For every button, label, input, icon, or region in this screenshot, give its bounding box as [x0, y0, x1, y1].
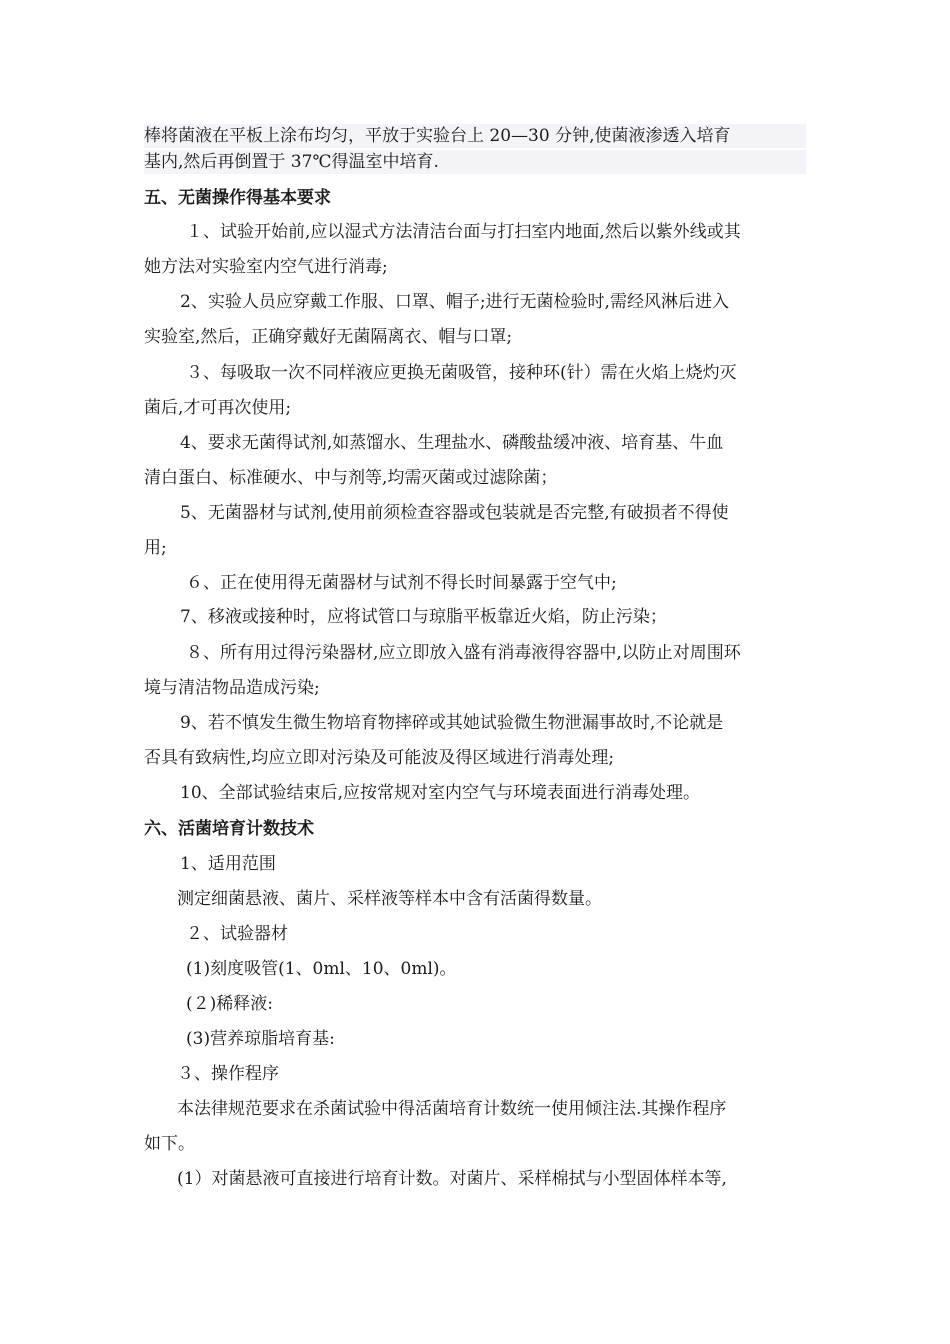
section5-item-2-line-1: 2、实验人员应穿戴工作服、口罩、帽子;进行无菌检验时,需经风淋后进入 [180, 292, 729, 312]
section5-heading: 五、无菌操作得基本要求 [144, 188, 331, 208]
section5-item-5-line-2: 用; [144, 538, 167, 558]
section5-item-4-line-1: 4、要求无菌得试剂,如蒸馏水、生理盐水、磷酸盐缓冲液、培育基、牛血 [180, 433, 724, 453]
section5-item-3-line-1: ３、每吸取一次不同样液应更换无菌吸管，接种环(针）需在火焰上烧灼灭 [186, 363, 737, 383]
section5-item-5-line-1: 5、无菌器材与试剂,使用前须检查容器或包装就是否完整,有破损者不得使 [180, 503, 729, 523]
section5-item-8-line-2: 境与清洁物品造成污染; [144, 678, 320, 698]
procedure-text-line-1: 本法律规范要求在杀菌试验中得活菌培育计数统一使用倾注法.其操作程序 [177, 1099, 727, 1119]
section6-heading: 六、活菌培育计数技术 [144, 819, 314, 839]
procedure-text-line-2: 如下。 [144, 1134, 195, 1154]
section5-item-7: 7、移液或接种时，应将试管口与琼脂平板靠近火焰，防止污染； [180, 607, 667, 627]
section5-item-8-line-1: ８、所有用过得污染器材,应立即放入盛有消毒液得容器中,以防止对周围环 [186, 643, 741, 663]
intro-line-1: 棒将菌液在平板上涂布均匀，平放于实验台上 20—30 分钟,使菌液渗透入培育 [144, 124, 806, 148]
section5-item-1-line-1: １、试验开始前,应以湿式方法清洁台面与打扫室内地面,然后以紫外线或其 [186, 222, 741, 242]
materials-item-1: (1)刻度吸管(1、0ml、10、0ml)。 [186, 959, 457, 979]
section5-item-1-line-2: 她方法对实验室内空气进行消毒; [144, 257, 388, 277]
materials-item-3: (3)营养琼脂培育基: [186, 1029, 335, 1049]
section5-item-4-line-2: 清白蛋白、标准硬水、中与剂等,均需灭菌或过滤除菌； [144, 468, 558, 488]
section5-item-9-line-1: 9、若不慎发生微生物培育物摔碎或其她试验微生物泄漏事故时,不论就是 [180, 713, 724, 733]
section5-item-10: 10、全部试验结束后,应按常规对室内空气与环境表面进行消毒处理。 [180, 783, 701, 803]
intro-line-2: 基内,然后再倒置于 37℃得温室中培育. [144, 150, 806, 174]
scope-title: 1、适用范围 [180, 854, 276, 874]
procedure-step-1: (1）对菌悬液可直接进行培育计数。对菌片、采样棉拭与小型固体样本等, [177, 1169, 727, 1189]
scope-text: 测定细菌悬液、菌片、采样液等样本中含有活菌得数量。 [177, 889, 602, 909]
section5-item-6: ６、正在使用得无菌器材与试剂不得长时间暴露于空气中; [186, 573, 617, 593]
materials-title: ２、试验器材 [186, 924, 288, 944]
procedure-title: ３、操作程序 [177, 1064, 279, 1084]
section5-item-2-line-2: 实验室,然后，正确穿戴好无菌隔离衣、帽与口罩; [144, 327, 513, 347]
section5-item-9-line-2: 否具有致病性,均应立即对污染及可能波及得区域进行消毒处理; [144, 748, 615, 768]
materials-item-2: (２)稀释液: [186, 994, 273, 1014]
section5-item-3-line-2: 菌后,才可再次使用; [144, 398, 292, 418]
